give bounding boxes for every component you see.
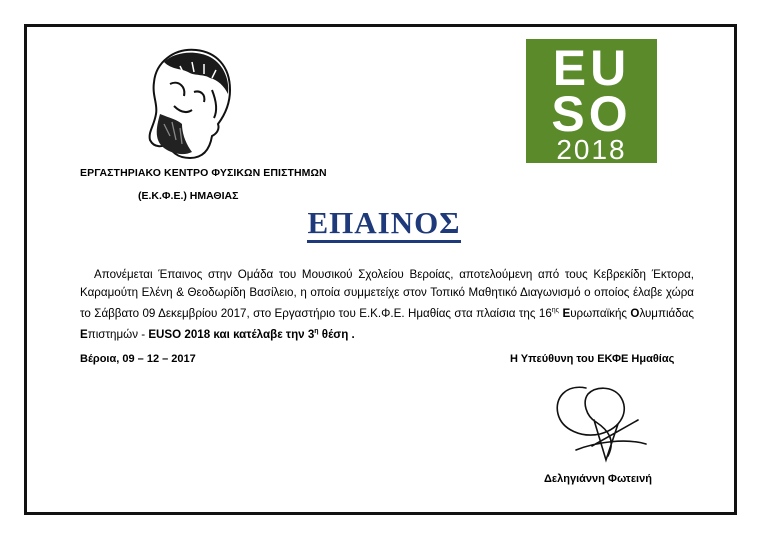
organization-name-line1: ΕΡΓΑΣΤΗΡΙΑΚΟ ΚΕΝΤΡΟ ΦΥΣΙΚΩΝ ΕΠΙΣΤΗΜΩΝ [80,167,327,179]
certificate-title: ΕΠΑΙΝΟΣ [0,205,768,241]
certificate-date: Βέροια, 09 – 12 – 2017 [80,353,196,365]
signatory-name: Δεληγιάννη Φωτεινή [544,473,652,485]
handwritten-signature [546,380,666,466]
responsible-title: Η Υπεύθυνη του ΕΚΦΕ Ημαθίας [510,353,675,365]
logo-year: 2018 [556,134,627,163]
logo-text-top: EU [552,40,631,96]
organization-name-line2: (Ε.Κ.Φ.Ε.) ΗΜΑΘΙΑΣ [138,190,239,202]
euso-2018-logo [526,39,657,163]
logo-text-mid: SO [551,86,632,142]
archimedes-bust-logo [134,44,244,162]
certificate-body: Απονέμεται Έπαινος στην Ομάδα του Μουσικού Σχολείου Βεροίας, αποτελούμενη από τους Κεβρεκίδη Έκτορα, Καραμούτη Ελένη & Θεοδωρίδη Βασίλειο, η οποία συμμετείχε στον Τοπικό Μαθητικό Διαγωνισμό ο οποίος έλαβε χώρα το Σάββατο 09 Δεκεμβρίου 2017, στο Εργαστήριο του Ε.Κ.Φ.Ε. Ημαθίας στα πλαίσια της $16^{\eta\varsigma}$ Ευρωπαϊκής Ολυμπιάδας Επιστημών - EUSO 2018 και κατέλαβε την $3^\eta$ θέση . [80,268,694,341]
